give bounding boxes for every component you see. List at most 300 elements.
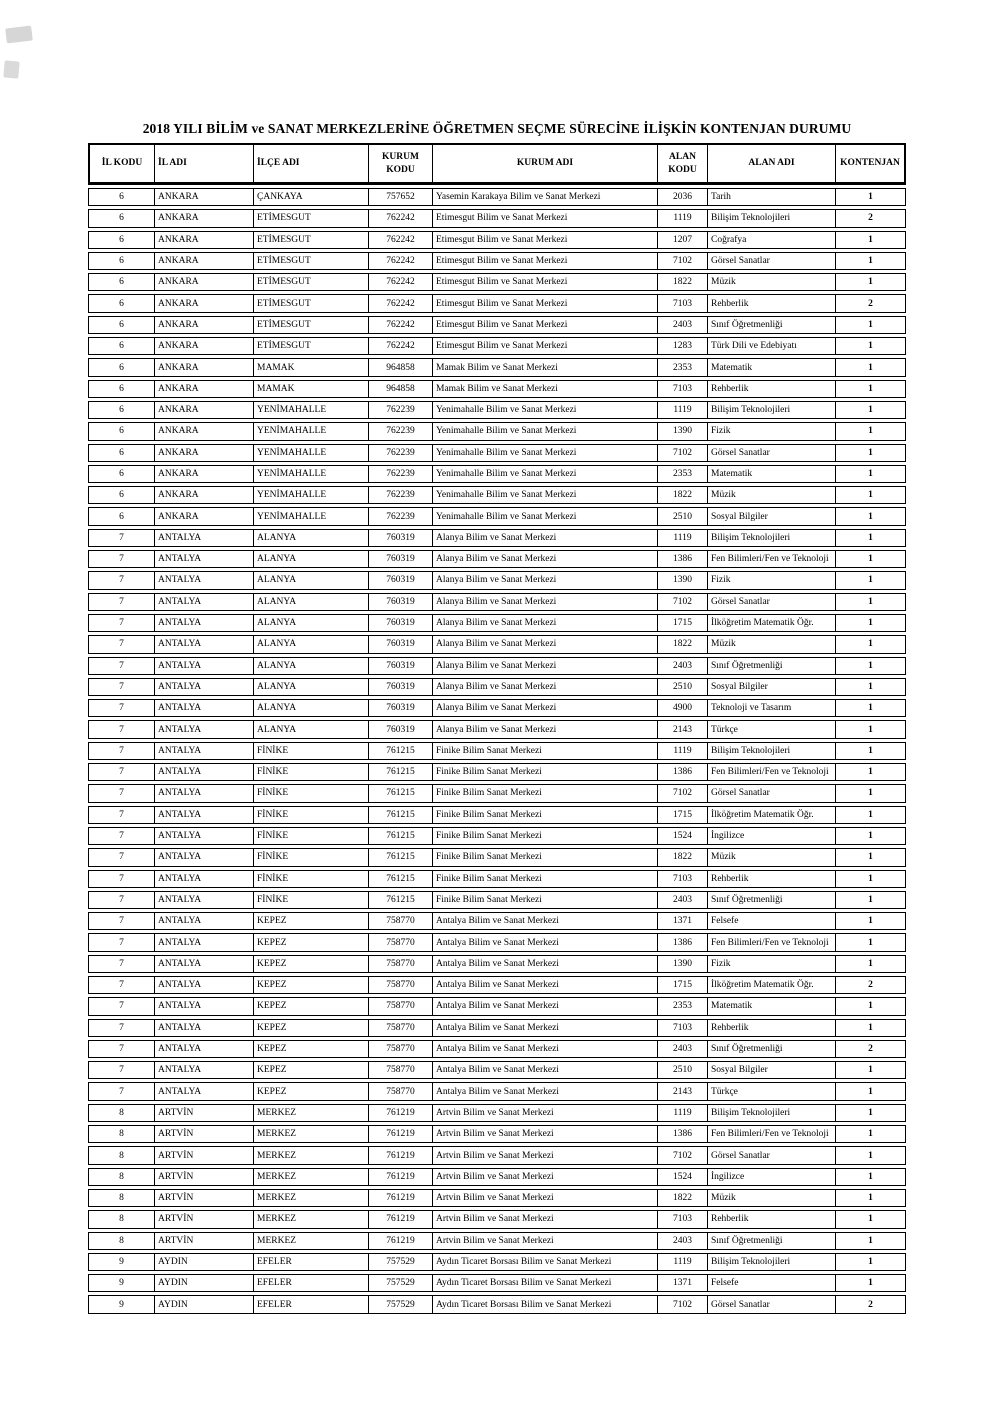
table-row	[88, 870, 906, 888]
cell-kontenjan: 1	[835, 507, 906, 525]
cell-alan-kodu: 1524	[657, 827, 707, 845]
cell-il-kodu: 6	[88, 337, 154, 355]
kontenjan-table	[88, 140, 906, 1317]
cell-il-adi: ANKARA	[154, 273, 253, 291]
cell-ilce-adi: FİNİKE	[253, 848, 368, 866]
cell-kontenjan: 2	[835, 294, 906, 312]
cell-il-kodu: 6	[88, 231, 154, 249]
cell-kurum-adi: Alanya Bilim ve Sanat Merkezi	[432, 529, 657, 547]
cell-ilce-adi: FİNİKE	[253, 827, 368, 845]
table-row	[88, 933, 906, 951]
cell-alan-adi: Görsel Sanatlar	[707, 444, 835, 462]
cell-alan-kodu: 7103	[657, 294, 707, 312]
cell-alan-kodu: 1119	[657, 1253, 707, 1271]
cell-kontenjan: 1	[835, 465, 906, 483]
cell-alan-adi: Sınıf Öğretmenliği	[707, 316, 835, 334]
cell-alan-adi: Felsefe	[707, 1274, 835, 1292]
cell-alan-adi: Coğrafya	[707, 231, 835, 249]
cell-kontenjan: 1	[835, 1125, 906, 1143]
cell-ilce-adi: ALANYA	[253, 720, 368, 738]
cell-il-kodu: 7	[88, 827, 154, 845]
cell-il-kodu: 9	[88, 1274, 154, 1292]
cell-alan-adi: Sosyal Bilgiler	[707, 678, 835, 696]
cell-alan-kodu: 1390	[657, 955, 707, 973]
cell-kurum-adi: Artvin Bilim ve Sanat Merkezi	[432, 1146, 657, 1164]
table-row	[88, 294, 906, 312]
cell-alan-kodu: 2036	[657, 188, 707, 206]
cell-ilce-adi: EFELER	[253, 1274, 368, 1292]
table-row	[88, 593, 906, 611]
cell-il-kodu: 8	[88, 1189, 154, 1207]
cell-il-kodu: 7	[88, 1082, 154, 1100]
cell-il-kodu: 8	[88, 1232, 154, 1250]
cell-il-adi: ANTALYA	[154, 891, 253, 909]
cell-kurum-kodu: 761219	[368, 1168, 432, 1186]
cell-alan-adi: Bilişim Teknolojileri	[707, 1104, 835, 1122]
cell-kurum-kodu: 762242	[368, 337, 432, 355]
cell-kontenjan: 1	[835, 1061, 906, 1079]
cell-alan-adi: Fen Bilimleri/Fen ve Teknoloji	[707, 933, 835, 951]
cell-il-kodu: 8	[88, 1125, 154, 1143]
cell-alan-adi: Fen Bilimleri/Fen ve Teknoloji	[707, 550, 835, 568]
cell-kurum-kodu: 757529	[368, 1253, 432, 1271]
table-row	[88, 1104, 906, 1122]
cell-kurum-kodu: 758770	[368, 912, 432, 930]
cell-kurum-kodu: 761215	[368, 784, 432, 802]
cell-il-adi: ANTALYA	[154, 848, 253, 866]
cell-kurum-adi: Etimesgut Bilim ve Sanat Merkezi	[432, 337, 657, 355]
cell-il-kodu: 7	[88, 891, 154, 909]
cell-kurum-kodu: 762242	[368, 294, 432, 312]
cell-kurum-adi: Yenimahalle Bilim ve Sanat Merkezi	[432, 507, 657, 525]
table-row	[88, 444, 906, 462]
cell-ilce-adi: ALANYA	[253, 550, 368, 568]
table-row	[88, 188, 906, 206]
table-row	[88, 678, 906, 696]
cell-il-kodu: 7	[88, 955, 154, 973]
cell-kontenjan: 1	[835, 933, 906, 951]
cell-il-adi: ANTALYA	[154, 699, 253, 717]
cell-kontenjan: 1	[835, 720, 906, 738]
table-row	[88, 1125, 906, 1143]
cell-alan-kodu: 1119	[657, 401, 707, 419]
cell-alan-adi: İlköğretim Matematik Öğr.	[707, 614, 835, 632]
cell-il-adi: ANTALYA	[154, 657, 253, 675]
cell-il-adi: ANKARA	[154, 337, 253, 355]
cell-alan-adi: Sosyal Bilgiler	[707, 507, 835, 525]
table-row	[88, 742, 906, 760]
cell-alan-adi: İlköğretim Matematik Öğr.	[707, 976, 835, 994]
cell-kurum-adi: Artvin Bilim ve Sanat Merkezi	[432, 1125, 657, 1143]
cell-ilce-adi: MERKEZ	[253, 1104, 368, 1122]
cell-alan-adi: Matematik	[707, 358, 835, 376]
table-row	[88, 465, 906, 483]
cell-kontenjan: 1	[835, 358, 906, 376]
cell-kontenjan: 1	[835, 699, 906, 717]
table-row	[88, 763, 906, 781]
cell-alan-adi: Müzik	[707, 273, 835, 291]
cell-kurum-kodu: 762239	[368, 507, 432, 525]
cell-il-adi: ARTVİN	[154, 1189, 253, 1207]
cell-il-kodu: 7	[88, 763, 154, 781]
cell-alan-adi: Sınıf Öğretmenliği	[707, 657, 835, 675]
table-row	[88, 316, 906, 334]
cell-il-kodu: 6	[88, 316, 154, 334]
cell-il-adi: ANTALYA	[154, 678, 253, 696]
cell-alan-kodu: 1715	[657, 976, 707, 994]
cell-ilce-adi: KEPEZ	[253, 1061, 368, 1079]
cell-il-kodu: 7	[88, 806, 154, 824]
cell-alan-adi: Fen Bilimleri/Fen ve Teknoloji	[707, 763, 835, 781]
cell-kurum-adi: Alanya Bilim ve Sanat Merkezi	[432, 657, 657, 675]
cell-ilce-adi: FİNİKE	[253, 742, 368, 760]
cell-alan-adi: Rehberlik	[707, 380, 835, 398]
table-row	[88, 1189, 906, 1207]
cell-kurum-adi: Antalya Bilim ve Sanat Merkezi	[432, 1061, 657, 1079]
cell-kontenjan: 1	[835, 827, 906, 845]
cell-il-kodu: 7	[88, 720, 154, 738]
header-cell-kurum-kodu: KURUM KODU	[368, 143, 432, 185]
table-row	[88, 1146, 906, 1164]
header-cell-ilce-adi: İLÇE ADI	[253, 143, 368, 185]
table-body	[88, 188, 906, 1314]
cell-il-adi: ANKARA	[154, 401, 253, 419]
cell-il-kodu: 7	[88, 657, 154, 675]
cell-alan-adi: Bilişim Teknolojileri	[707, 1253, 835, 1271]
header-cell-alan-kodu: ALAN KODU	[657, 143, 707, 185]
cell-alan-adi: Müzik	[707, 635, 835, 653]
cell-kurum-adi: Antalya Bilim ve Sanat Merkezi	[432, 912, 657, 930]
cell-il-kodu: 8	[88, 1104, 154, 1122]
cell-kurum-adi: Etimesgut Bilim ve Sanat Merkezi	[432, 273, 657, 291]
cell-il-adi: ANTALYA	[154, 763, 253, 781]
cell-il-adi: ANKARA	[154, 231, 253, 249]
cell-kurum-kodu: 964858	[368, 380, 432, 398]
cell-il-kodu: 6	[88, 209, 154, 227]
cell-kurum-adi: Finike Bilim Sanat Merkezi	[432, 891, 657, 909]
cell-il-adi: ANKARA	[154, 358, 253, 376]
cell-ilce-adi: KEPEZ	[253, 955, 368, 973]
cell-kurum-adi: Yasemin Karakaya Bilim ve Sanat Merkezi	[432, 188, 657, 206]
cell-ilce-adi: FİNİKE	[253, 870, 368, 888]
table-row	[88, 486, 906, 504]
cell-kurum-kodu: 761219	[368, 1104, 432, 1122]
cell-kurum-kodu: 761215	[368, 827, 432, 845]
cell-kurum-adi: Finike Bilim Sanat Merkezi	[432, 827, 657, 845]
cell-alan-kodu: 7103	[657, 380, 707, 398]
cell-il-kodu: 6	[88, 486, 154, 504]
cell-kurum-kodu: 760319	[368, 720, 432, 738]
cell-kurum-kodu: 762242	[368, 316, 432, 334]
cell-alan-kodu: 2403	[657, 657, 707, 675]
cell-il-adi: ANKARA	[154, 486, 253, 504]
table-row	[88, 784, 906, 802]
table-row	[88, 1019, 906, 1037]
cell-il-kodu: 6	[88, 422, 154, 440]
table-row	[88, 720, 906, 738]
cell-ilce-adi: MERKEZ	[253, 1189, 368, 1207]
cell-il-kodu: 9	[88, 1253, 154, 1271]
cell-kurum-adi: Antalya Bilim ve Sanat Merkezi	[432, 1082, 657, 1100]
cell-kontenjan: 1	[835, 848, 906, 866]
cell-alan-adi: Türk Dili ve Edebiyatı	[707, 337, 835, 355]
cell-kurum-kodu: 762239	[368, 422, 432, 440]
cell-alan-kodu: 2353	[657, 997, 707, 1015]
cell-il-adi: ARTVİN	[154, 1168, 253, 1186]
cell-kurum-kodu: 762242	[368, 209, 432, 227]
cell-il-adi: ANKARA	[154, 209, 253, 227]
cell-il-adi: ARTVİN	[154, 1210, 253, 1228]
table-row	[88, 252, 906, 270]
cell-alan-adi: Görsel Sanatlar	[707, 1146, 835, 1164]
cell-il-kodu: 6	[88, 358, 154, 376]
cell-kurum-kodu: 761215	[368, 891, 432, 909]
cell-il-adi: ANTALYA	[154, 955, 253, 973]
cell-alan-adi: Görsel Sanatlar	[707, 593, 835, 611]
table-row	[88, 358, 906, 376]
cell-kurum-kodu: 760319	[368, 614, 432, 632]
cell-kontenjan: 1	[835, 422, 906, 440]
cell-kurum-kodu: 758770	[368, 1040, 432, 1058]
cell-il-kodu: 7	[88, 529, 154, 547]
cell-ilce-adi: ALANYA	[253, 593, 368, 611]
cell-alan-adi: Müzik	[707, 848, 835, 866]
cell-kontenjan: 1	[835, 571, 906, 589]
cell-il-adi: ANTALYA	[154, 742, 253, 760]
cell-kurum-kodu: 762242	[368, 252, 432, 270]
cell-kontenjan: 1	[835, 742, 906, 760]
cell-alan-kodu: 2403	[657, 316, 707, 334]
cell-kontenjan: 2	[835, 976, 906, 994]
cell-alan-kodu: 1119	[657, 1104, 707, 1122]
cell-kurum-kodu: 758770	[368, 1082, 432, 1100]
cell-ilce-adi: ALANYA	[253, 571, 368, 589]
cell-kurum-kodu: 760319	[368, 699, 432, 717]
cell-ilce-adi: ETİMESGUT	[253, 231, 368, 249]
cell-alan-kodu: 1119	[657, 742, 707, 760]
cell-kurum-adi: Mamak Bilim ve Sanat Merkezi	[432, 358, 657, 376]
table-row	[88, 550, 906, 568]
table-row	[88, 976, 906, 994]
cell-il-adi: ANTALYA	[154, 1040, 253, 1058]
cell-il-kodu: 7	[88, 635, 154, 653]
document-page	[88, 121, 906, 1317]
table-row	[88, 1082, 906, 1100]
cell-ilce-adi: YENİMAHALLE	[253, 465, 368, 483]
cell-kurum-adi: Etimesgut Bilim ve Sanat Merkezi	[432, 252, 657, 270]
table-row	[88, 699, 906, 717]
cell-il-adi: ARTVİN	[154, 1232, 253, 1250]
cell-il-kodu: 7	[88, 571, 154, 589]
table-row	[88, 209, 906, 227]
cell-il-kodu: 8	[88, 1210, 154, 1228]
cell-alan-kodu: 1822	[657, 486, 707, 504]
cell-kurum-adi: Alanya Bilim ve Sanat Merkezi	[432, 635, 657, 653]
cell-alan-kodu: 1390	[657, 422, 707, 440]
cell-kurum-adi: Etimesgut Bilim ve Sanat Merkezi	[432, 209, 657, 227]
cell-alan-kodu: 7102	[657, 784, 707, 802]
cell-alan-adi: Görsel Sanatlar	[707, 1295, 835, 1313]
cell-kurum-adi: Etimesgut Bilim ve Sanat Merkezi	[432, 316, 657, 334]
cell-alan-adi: Bilişim Teknolojileri	[707, 401, 835, 419]
cell-kurum-adi: Artvin Bilim ve Sanat Merkezi	[432, 1232, 657, 1250]
cell-il-adi: ANKARA	[154, 465, 253, 483]
cell-ilce-adi: YENİMAHALLE	[253, 444, 368, 462]
cell-il-adi: ANTALYA	[154, 635, 253, 653]
cell-alan-kodu: 1822	[657, 635, 707, 653]
cell-il-kodu: 7	[88, 550, 154, 568]
cell-il-adi: ANTALYA	[154, 870, 253, 888]
cell-ilce-adi: MAMAK	[253, 380, 368, 398]
cell-alan-kodu: 1386	[657, 1125, 707, 1143]
cell-kurum-adi: Alanya Bilim ve Sanat Merkezi	[432, 550, 657, 568]
cell-il-adi: ANKARA	[154, 294, 253, 312]
table-row	[88, 1168, 906, 1186]
cell-kurum-kodu: 762242	[368, 231, 432, 249]
cell-alan-kodu: 1390	[657, 571, 707, 589]
cell-kontenjan: 1	[835, 870, 906, 888]
cell-alan-adi: Bilişim Teknolojileri	[707, 209, 835, 227]
cell-il-kodu: 7	[88, 614, 154, 632]
cell-alan-kodu: 2510	[657, 678, 707, 696]
cell-kontenjan: 1	[835, 891, 906, 909]
cell-ilce-adi: MERKEZ	[253, 1168, 368, 1186]
cell-ilce-adi: ETİMESGUT	[253, 316, 368, 334]
cell-kurum-adi: Finike Bilim Sanat Merkezi	[432, 848, 657, 866]
cell-kurum-kodu: 757529	[368, 1274, 432, 1292]
cell-alan-kodu: 1524	[657, 1168, 707, 1186]
cell-il-kodu: 6	[88, 188, 154, 206]
cell-il-adi: ANKARA	[154, 444, 253, 462]
table-row	[88, 635, 906, 653]
cell-kontenjan: 1	[835, 635, 906, 653]
cell-il-kodu: 8	[88, 1168, 154, 1186]
cell-kurum-adi: Etimesgut Bilim ve Sanat Merkezi	[432, 231, 657, 249]
cell-alan-adi: Sınıf Öğretmenliği	[707, 891, 835, 909]
cell-kontenjan: 2	[835, 1040, 906, 1058]
cell-kurum-adi: Antalya Bilim ve Sanat Merkezi	[432, 955, 657, 973]
cell-il-adi: ANTALYA	[154, 1061, 253, 1079]
cell-alan-kodu: 7103	[657, 1210, 707, 1228]
cell-kontenjan: 1	[835, 1168, 906, 1186]
cell-kontenjan: 1	[835, 1232, 906, 1250]
cell-alan-adi: Bilişim Teknolojileri	[707, 529, 835, 547]
cell-alan-kodu: 7103	[657, 870, 707, 888]
cell-alan-kodu: 1371	[657, 1274, 707, 1292]
cell-alan-kodu: 7102	[657, 593, 707, 611]
cell-alan-adi: Rehberlik	[707, 294, 835, 312]
cell-ilce-adi: YENİMAHALLE	[253, 486, 368, 504]
cell-kurum-adi: Yenimahalle Bilim ve Sanat Merkezi	[432, 486, 657, 504]
cell-alan-kodu: 7102	[657, 444, 707, 462]
cell-ilce-adi: MAMAK	[253, 358, 368, 376]
cell-alan-kodu: 1386	[657, 933, 707, 951]
cell-alan-kodu: 2353	[657, 465, 707, 483]
header-cell-il-adi: İL ADI	[154, 143, 253, 185]
table-row	[88, 273, 906, 291]
cell-alan-kodu: 7102	[657, 252, 707, 270]
cell-kurum-adi: Finike Bilim Sanat Merkezi	[432, 870, 657, 888]
cell-alan-adi: Tarih	[707, 188, 835, 206]
table-row	[88, 1295, 906, 1313]
cell-kontenjan: 1	[835, 955, 906, 973]
cell-kurum-adi: Antalya Bilim ve Sanat Merkezi	[432, 1019, 657, 1037]
cell-alan-adi: Felsefe	[707, 912, 835, 930]
cell-il-kodu: 9	[88, 1295, 154, 1313]
cell-alan-adi: Görsel Sanatlar	[707, 784, 835, 802]
cell-il-adi: ARTVİN	[154, 1104, 253, 1122]
cell-alan-adi: Matematik	[707, 465, 835, 483]
cell-kurum-adi: Alanya Bilim ve Sanat Merkezi	[432, 571, 657, 589]
cell-il-adi: ARTVİN	[154, 1125, 253, 1143]
cell-ilce-adi: KEPEZ	[253, 912, 368, 930]
cell-alan-adi: Fizik	[707, 422, 835, 440]
cell-kontenjan: 1	[835, 486, 906, 504]
cell-il-adi: ANKARA	[154, 252, 253, 270]
cell-alan-kodu: 2143	[657, 720, 707, 738]
cell-il-adi: ANTALYA	[154, 933, 253, 951]
cell-ilce-adi: ALANYA	[253, 678, 368, 696]
cell-ilce-adi: ETİMESGUT	[253, 294, 368, 312]
cell-il-kodu: 7	[88, 784, 154, 802]
cell-kurum-kodu: 762239	[368, 444, 432, 462]
cell-ilce-adi: FİNİKE	[253, 763, 368, 781]
cell-kontenjan: 1	[835, 593, 906, 611]
cell-ilce-adi: MERKEZ	[253, 1210, 368, 1228]
cell-kurum-kodu: 761219	[368, 1189, 432, 1207]
cell-kurum-kodu: 761215	[368, 742, 432, 760]
cell-kurum-adi: Finike Bilim Sanat Merkezi	[432, 742, 657, 760]
cell-ilce-adi: KEPEZ	[253, 1019, 368, 1037]
cell-il-kodu: 7	[88, 742, 154, 760]
table-row	[88, 571, 906, 589]
cell-kurum-adi: Aydın Ticaret Borsası Bilim ve Sanat Merkezi	[432, 1253, 657, 1271]
cell-il-adi: ANTALYA	[154, 720, 253, 738]
table-row	[88, 657, 906, 675]
table-row	[88, 1253, 906, 1271]
cell-kontenjan: 1	[835, 912, 906, 930]
table-row	[88, 337, 906, 355]
cell-ilce-adi: MERKEZ	[253, 1146, 368, 1164]
cell-alan-kodu: 2510	[657, 1061, 707, 1079]
cell-kontenjan: 1	[835, 1210, 906, 1228]
cell-alan-kodu: 2353	[657, 358, 707, 376]
cell-kontenjan: 1	[835, 678, 906, 696]
cell-kurum-adi: Antalya Bilim ve Sanat Merkezi	[432, 933, 657, 951]
cell-kurum-kodu: 760319	[368, 657, 432, 675]
cell-ilce-adi: ALANYA	[253, 657, 368, 675]
cell-kurum-kodu: 760319	[368, 678, 432, 696]
cell-ilce-adi: EFELER	[253, 1253, 368, 1271]
cell-ilce-adi: ETİMESGUT	[253, 337, 368, 355]
cell-il-adi: ANTALYA	[154, 593, 253, 611]
cell-kontenjan: 1	[835, 997, 906, 1015]
cell-il-kodu: 7	[88, 1061, 154, 1079]
cell-ilce-adi: FİNİKE	[253, 806, 368, 824]
cell-alan-kodu: 1119	[657, 529, 707, 547]
cell-il-kodu: 7	[88, 912, 154, 930]
cell-kontenjan: 1	[835, 1189, 906, 1207]
cell-alan-kodu: 4900	[657, 699, 707, 717]
cell-kurum-adi: Antalya Bilim ve Sanat Merkezi	[432, 997, 657, 1015]
header-row	[88, 143, 906, 185]
cell-kurum-kodu: 762242	[368, 273, 432, 291]
cell-kurum-kodu: 757529	[368, 1295, 432, 1313]
cell-kontenjan: 1	[835, 1019, 906, 1037]
table-row	[88, 422, 906, 440]
cell-kontenjan: 1	[835, 1104, 906, 1122]
cell-alan-kodu: 1822	[657, 1189, 707, 1207]
